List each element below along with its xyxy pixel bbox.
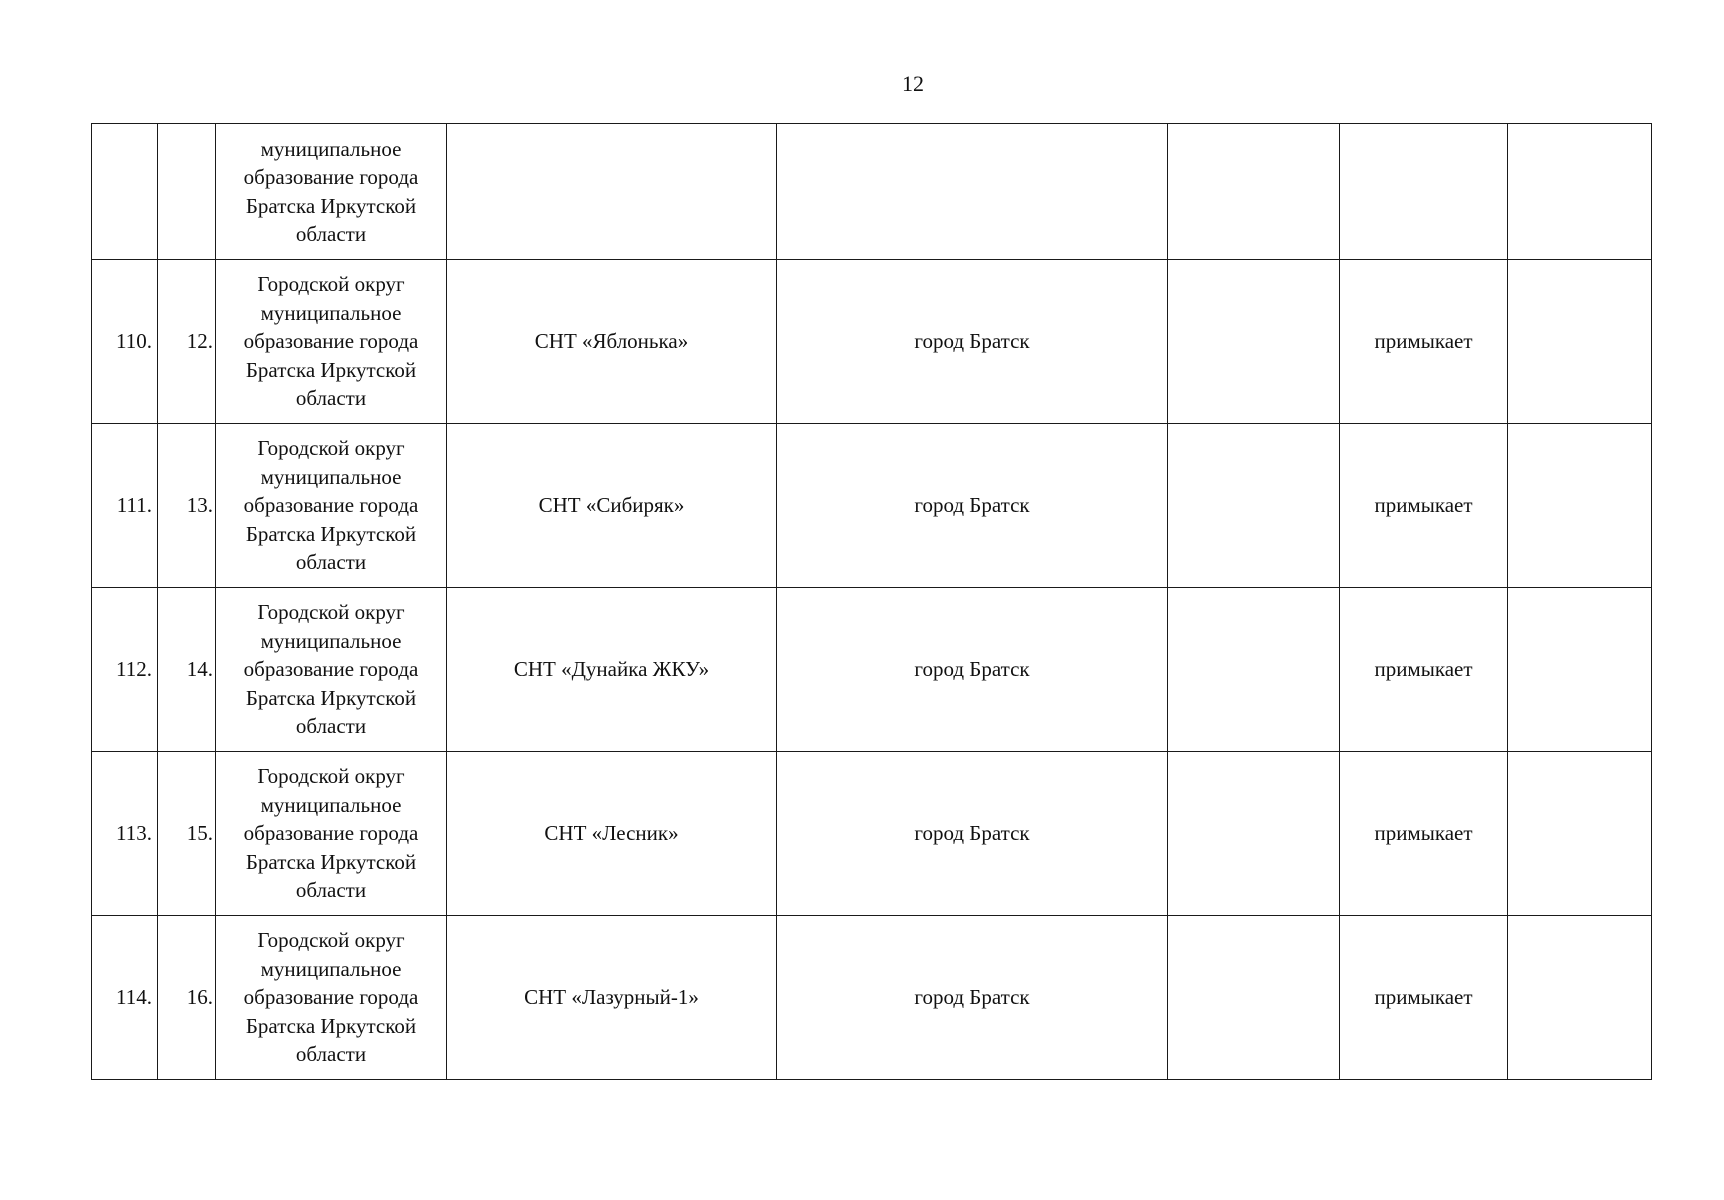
table-row [92,260,1652,424]
cell-name: СНТ «Сибиряк» [447,424,777,588]
cell-location [777,124,1168,260]
registry-table [91,123,1652,1080]
org-line: Городской округ [257,764,405,789]
cell-num: 110. [92,260,158,424]
cell-status: примыкает [1340,752,1508,916]
cell-sub-num: 14. [158,588,216,752]
org-line: образование города [243,493,419,518]
cell-empty [1168,424,1340,588]
org-line: Братска Иркутской [245,193,417,218]
org-line: муниципальное [260,136,402,161]
org-line: образование города [243,985,419,1010]
org-line: Городской округ [257,272,405,297]
org-line: Городской округ [257,928,405,953]
cell-num: 111. [92,424,158,588]
cell-location: город Братск [777,260,1168,424]
cell-num: 113. [92,752,158,916]
org-line: образование города [243,657,419,682]
org-line: муниципальное [260,956,402,981]
cell-last [1508,260,1652,424]
org-line: области [295,222,367,246]
cell-empty [1168,260,1340,424]
cell-status [1340,124,1508,260]
cell-location: город Братск [777,916,1168,1080]
org-line: муниципальное [260,628,402,653]
table-row [92,588,1652,752]
org-line: Городской округ [257,600,405,625]
org-line: образование города [243,821,419,846]
cell-sub-num: 13. [158,424,216,588]
cell-organization [216,752,447,916]
org-line: Братска Иркутской [245,849,417,874]
cell-organization [216,424,447,588]
table-row [92,916,1652,1080]
org-line: образование города [243,329,419,354]
cell-location: город Братск [777,588,1168,752]
cell-sub-num: 15. [158,752,216,916]
org-line: области [295,878,367,903]
page-number: 12 [902,71,924,96]
table-row [92,752,1652,916]
cell-organization [216,124,447,260]
org-line: образование города [243,165,419,189]
cell-num [92,124,158,260]
cell-last [1508,588,1652,752]
org-line: муниципальное [260,300,402,325]
cell-empty [1168,124,1340,260]
cell-last [1508,124,1652,260]
cell-name: СНТ «Лазурный-1» [447,916,777,1080]
table-row [92,424,1652,588]
cell-location: город Братск [777,752,1168,916]
cell-name: СНТ «Лесник» [447,752,777,916]
cell-name: СНТ «Дунайка ЖКУ» [447,588,777,752]
cell-empty [1168,752,1340,916]
cell-status: примыкает [1340,588,1508,752]
cell-num: 112. [92,588,158,752]
cell-empty [1168,916,1340,1080]
cell-name [447,124,777,260]
cell-sub-num: 16. [158,916,216,1080]
cell-empty [1168,588,1340,752]
cell-organization [216,588,447,752]
org-line: муниципальное [260,792,402,817]
cell-sub-num [158,124,216,260]
org-line: Братска Иркутской [245,685,417,710]
org-line: области [295,1042,367,1067]
org-line: Братска Иркутской [245,521,417,546]
org-line: Братска Иркутской [245,1013,417,1038]
cell-last [1508,752,1652,916]
org-line: области [295,714,367,739]
org-line: области [295,386,367,411]
cell-last [1508,424,1652,588]
cell-status: примыкает [1340,916,1508,1080]
cell-status: примыкает [1340,424,1508,588]
cell-num: 114. [92,916,158,1080]
cell-sub-num: 12. [158,260,216,424]
org-line: Городской округ [257,436,405,461]
org-line: области [295,550,367,575]
cell-last [1508,916,1652,1080]
cell-location: город Братск [777,424,1168,588]
cell-status: примыкает [1340,260,1508,424]
cell-organization [216,916,447,1080]
table-row-continued [92,124,1652,260]
cell-name: СНТ «Яблонька» [447,260,777,424]
cell-organization [216,260,447,424]
org-line: Братска Иркутской [245,357,417,382]
org-line: муниципальное [260,464,402,489]
